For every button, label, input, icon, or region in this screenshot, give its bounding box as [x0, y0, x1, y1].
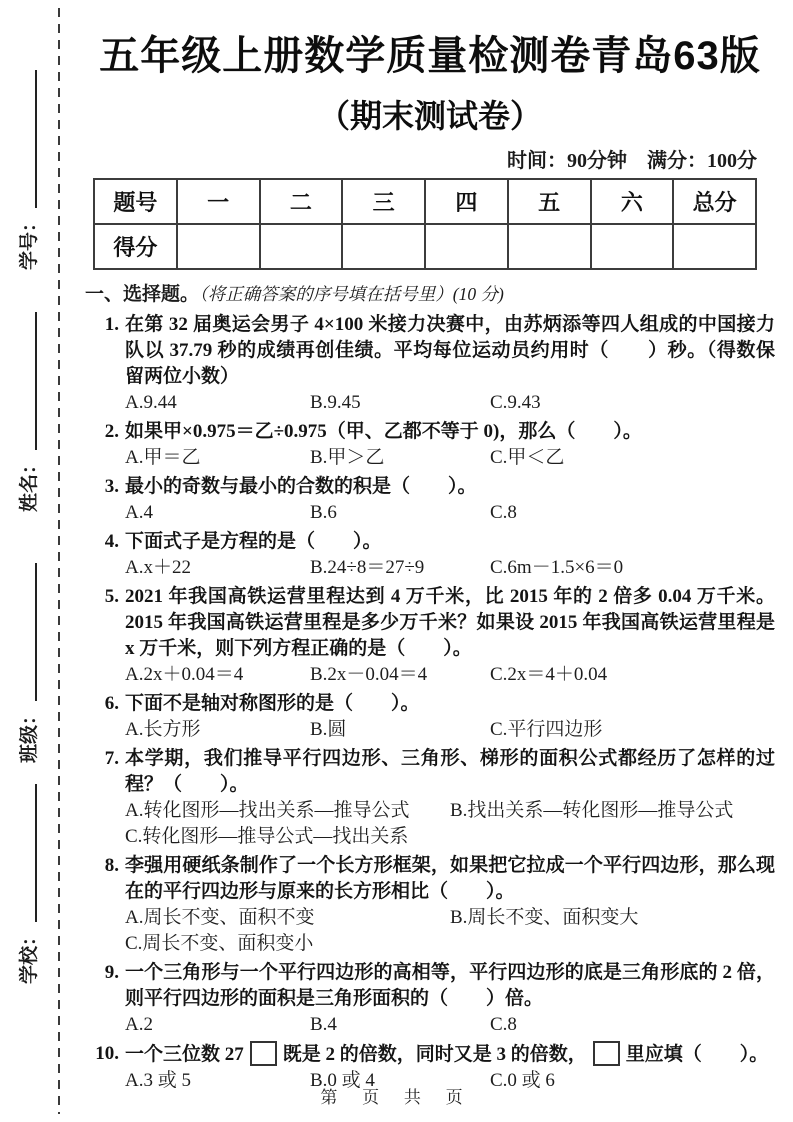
question-text: 2. 如果甲×0.975＝乙÷0.975（甲、乙都不等于 0)，那么（ ）。	[125, 419, 775, 445]
question-options	[125, 445, 775, 471]
score-table-cell-total: 总分	[673, 179, 756, 224]
option-c: C.转化图形—推导公式—找出关系	[125, 826, 409, 847]
question-options	[125, 717, 775, 743]
rail-field-student-id	[15, 70, 41, 270]
section-heading	[85, 281, 775, 308]
option-c: C.甲＜乙	[490, 447, 565, 468]
score-table-cell-5: 五	[508, 179, 591, 224]
question-text: 6. 下面不是轴对称图形的是（ ）。	[125, 691, 775, 717]
answer-box	[593, 1041, 620, 1066]
score-cell	[425, 224, 508, 269]
question-text: 8. 李强用硬纸条制作了一个长方形框架，如果把它拉成一个平行四边形，那么现在的平行四边形与原来的长方形相比（ ）。	[125, 853, 775, 905]
question-1	[85, 312, 775, 416]
question-2	[85, 419, 775, 471]
question-number: 9.	[104, 962, 119, 983]
exam-subtitle: （期末测试卷）	[317, 98, 542, 134]
option-b: B.周长不变、面积变大	[450, 907, 639, 928]
question-options	[125, 662, 775, 688]
option-a: A.甲＝乙	[125, 447, 201, 468]
option-a: A.2	[125, 1014, 153, 1035]
school-blank-line	[35, 784, 37, 922]
option-b: B.找出关系—转化图形—推导公式	[450, 800, 734, 821]
option-c: C.6m－1.5×6＝0	[490, 557, 624, 578]
option-b: B.6	[310, 502, 337, 523]
score-table-cell-2: 二	[260, 179, 343, 224]
question-8	[85, 853, 775, 957]
question-7	[85, 746, 775, 850]
option-c: C.周长不变、面积变小	[125, 933, 314, 954]
score-cell	[591, 224, 674, 269]
score-table	[93, 178, 757, 270]
question-number: 1.	[104, 314, 119, 335]
rail-field-name	[15, 312, 41, 512]
question-options	[125, 798, 775, 824]
question-options	[125, 390, 775, 416]
question-text: 3. 最小的奇数与最小的合数的积是（ ）。	[125, 474, 775, 500]
option-c: C.8	[490, 1014, 517, 1035]
section-heading-note: （将正确答案的序号填在括号里）	[199, 284, 453, 304]
rail-field-school	[15, 784, 41, 984]
question-4	[85, 529, 775, 581]
question-options	[125, 824, 775, 850]
option-c: C.平行四边形	[490, 719, 603, 740]
option-a: A.2x＋0.04＝4	[125, 664, 244, 685]
option-b: B.2x－0.04＝4	[310, 664, 428, 685]
question-3	[85, 474, 775, 526]
question-text: 1. 在第 32 届奥运会男子 4×100 米接力决赛中，由苏炳添等四人组成的中国接力队以 37.79 秒的成绩再创佳绩。平均每位运动员约用时（ ）秒。（得数保留两位小数）	[125, 312, 775, 390]
option-a: A.9.44	[125, 392, 177, 413]
section-heading-score: (10 分)	[452, 284, 504, 304]
rail-label-school: 学校：	[19, 926, 40, 984]
answer-box	[250, 1041, 277, 1066]
question-number: 3.	[104, 476, 119, 497]
option-c: C.8	[490, 502, 517, 523]
score-table-header-row	[94, 179, 756, 224]
option-a: A.长方形	[125, 719, 201, 740]
question-number: 5.	[104, 586, 119, 607]
class-blank-line	[35, 563, 37, 701]
seal-dashed-line	[58, 8, 60, 1114]
question-options	[125, 500, 775, 526]
question-text: 9. 一个三角形与一个平行四边形的高相等，平行四边形的底是三角形底的 2 倍，则平行四边形的面积是三角形面积的（ ）倍。	[125, 960, 775, 1012]
question-text: 7. 本学期，我们推导平行四边形、三角形、梯形的面积公式都经历了怎样的过程？（ ）。	[125, 746, 775, 798]
score-table-cell-label: 题号	[94, 179, 177, 224]
question-text: 4. 下面式子是方程的是（ ）。	[125, 529, 775, 555]
page-footer: 第 页 共 页	[320, 1088, 473, 1107]
question-options	[125, 1012, 775, 1038]
section-heading-title: 一、选择题。	[85, 284, 200, 305]
score-cell	[673, 224, 756, 269]
option-b: B.4	[310, 1014, 337, 1035]
score-cell	[260, 224, 343, 269]
option-c: C.2x＝4＋0.04	[490, 664, 608, 685]
option-b: B.9.45	[310, 392, 361, 413]
score-row-label: 得分	[94, 224, 177, 269]
option-a: A.转化图形—找出关系—推导公式	[125, 800, 410, 821]
question-number: 8.	[104, 855, 119, 876]
option-b: B.圆	[310, 719, 347, 740]
option-a: A.3 或 5	[125, 1070, 191, 1091]
option-a: A.4	[125, 502, 153, 523]
rail-label-student-id: 学号：	[19, 212, 40, 270]
score-table-score-row	[94, 224, 756, 269]
exam-content	[85, 0, 775, 1097]
question-number: 4.	[104, 531, 119, 552]
option-c: C.0 或 6	[490, 1070, 555, 1091]
question-options	[125, 905, 775, 931]
question-6	[85, 691, 775, 743]
question-9	[85, 960, 775, 1038]
score-cell	[342, 224, 425, 269]
question-number: 10.	[95, 1043, 119, 1064]
student-id-blank-line	[35, 70, 37, 208]
score-table-cell-4: 四	[425, 179, 508, 224]
score-cell	[177, 224, 260, 269]
question-number: 7.	[104, 748, 119, 769]
option-b: B.0 或 4	[310, 1070, 375, 1091]
option-b: B.甲＞乙	[310, 447, 385, 468]
score-table-cell-1: 一	[177, 179, 260, 224]
time-score-info: 时间：90分钟 满分：100分	[507, 150, 757, 172]
question-number: 2.	[104, 421, 119, 442]
question-text: 5. 2021 年我国高铁运营里程达到 4 万千米，比 2015 年的 2 倍多 0.04 万千米。2015 年我国高铁运营里程是多少万千米？如果设 2015 年我国高铁运营里程是 x 万千米，则下列方程正确的是（ ）。	[125, 584, 775, 662]
question-5	[85, 584, 775, 688]
score-table-cell-6: 六	[591, 179, 674, 224]
score-cell	[508, 224, 591, 269]
rail-label-class: 班级：	[19, 705, 40, 763]
question-options	[125, 555, 775, 581]
question-list	[85, 312, 775, 1094]
rail-label-name: 姓名：	[19, 454, 40, 512]
question-text: 10. 一个三位数 27 既是 2 的倍数，同时又是 3 的倍数， 里应填（ ）。	[125, 1041, 775, 1068]
option-b: B.24÷8＝27÷9	[310, 557, 425, 578]
question-options	[125, 931, 775, 957]
option-c: C.9.43	[490, 392, 541, 413]
name-blank-line	[35, 312, 37, 450]
option-a: A.周长不变、面积不变	[125, 907, 315, 928]
binding-rail	[0, 0, 62, 1122]
score-table-cell-3: 三	[342, 179, 425, 224]
question-number: 6.	[104, 693, 119, 714]
exam-title: 五年级上册数学质量检测卷青岛63版	[99, 34, 761, 78]
rail-field-class	[15, 563, 41, 763]
option-a: A.x＋22	[125, 557, 191, 578]
